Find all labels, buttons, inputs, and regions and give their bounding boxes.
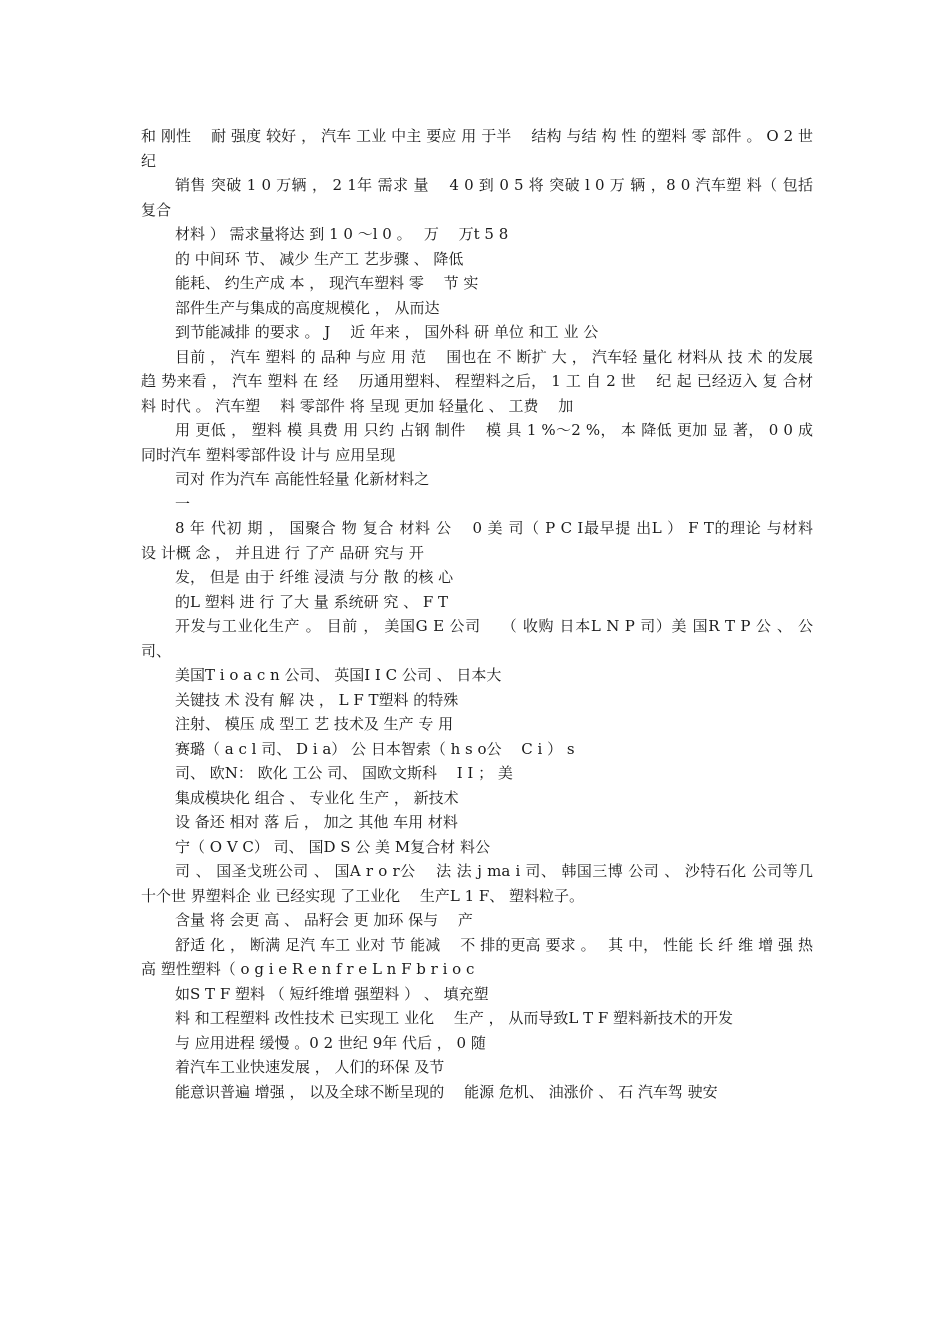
paragraph: 和 刚性 耐 强度 较好 ， 汽车 工业 中主 要应 用 于半 结构 与结 构 性 的塑料 零 部件 。 O 2 世纪 (141, 127, 813, 170)
paragraph: 注射、 模压 成 型工 艺 技术及 生产 专 用 (175, 715, 454, 733)
paragraph: 8 年 代初 期 ， 国聚合 物 复合 材料 公 0 美 司（ P C I最早提 出L ） F T的理论 与材料 设 计概 念 ， 并且进 行 了产 品研 究与 开 (141, 519, 833, 562)
paragraph: 的 中间环 节、 减少 生产工 艺步骤 、 降低 (175, 249, 464, 268)
paragraph: 宁（ O V C） 司、 国D S 公 美 M复合材 料公 (175, 837, 490, 856)
paragraph: 发， 但是 由于 纤维 浸渍 与分 散 的核 心 (175, 568, 454, 586)
paragraph: 销售 突破 1 0 万辆 ， 2 1年 需求 量 4 0 到 0 5 将 突破 l 0 万 辆 ，8 0 汽车塑 料（ 包括 复合 (141, 176, 818, 219)
paragraph: 设 备还 相对 落 后 ， 加之 其他 车用 材料 (175, 813, 458, 831)
paragraph: 目前 ， 汽车 塑料 的 品种 与应 用 范 围也在 不 断扩 大 ， 汽车轻 量化 材料从 技 术 的发展趋 势来看 ， 汽车 塑料 在 经 历通用塑料、 程塑料之后， 1 工 自 2 世 纪 起 已经迈入 复 合材 料 时代 。 汽车塑 料 零部件 将 呈现 更加 轻量化 、 工费 加 (141, 347, 818, 415)
paragraph: 的L 塑料 进 行 了大 量 系统研 究 、 F T (175, 592, 449, 611)
paragraph: 集成模块化 组合 、 专业化 生产 ， 新技术 (175, 788, 459, 807)
paragraph: 能意识普遍 增强 ， 以及全球不断呈现的 能源 危机、 油涨价 、 石 汽车驾 驶安 (175, 1082, 718, 1101)
document-body (141, 124, 833, 1104)
paragraph: 含量 将 会更 高 、 品籽会 更 加环 保与 产 (175, 911, 473, 929)
paragraph: 司、 欧N： 欧化 工公 司、 国欧文斯科 I I ； 美 (175, 764, 513, 782)
paragraph: 司对 作为汽车 高能性轻量 化新材料之 (175, 470, 430, 488)
paragraph: 舒适 化 ， 断满 足汽 车工 业对 节 能减 不 排的更高 要求 。 其 中， 性能 长 纤 维 增 强 热 高 塑性塑料（ o g i e R e n f r e L n F b r i o c (141, 935, 833, 978)
paragraph: 材料 ） 需求量将达 到 1 0 ～l 0 。 万 万t 5 8 (175, 225, 509, 243)
paragraph: 着汽车工业快速发展 ， 人们的环保 及节 (175, 1058, 445, 1076)
paragraph: 一 (175, 494, 191, 513)
paragraph: 到节能减排 的要求 。 J 近 年来 ， 国外科 研 单位 和工 业 公 (175, 323, 599, 341)
paragraph: 料 和工程塑料 改性技术 已实现工 业化 生产 ， 从而导致L T F 塑料新技术的开发 (175, 1009, 734, 1027)
paragraph: 能耗、 约生产成 本 ， 现汽车塑料 零 节 实 (175, 274, 479, 292)
paragraph: 开发与工业化生产 。 目前 ， 美国G E 公司 （ 收购 日本L N P 司）美 国R T P 公 、 公司、 (141, 617, 813, 660)
paragraph: 美国T i o a c n 公司、 英国I I C 公司 、 日本大 (175, 666, 502, 684)
paragraph: 赛璐（ a c l 司、 D i a） 公 日本智索（ h s o公 C i ） s (175, 739, 575, 758)
paragraph: 与 应用进程 缓慢 。0 2 世纪 9年 代后 ， 0 随 (175, 1033, 486, 1052)
paragraph: 部件生产与集成的高度规模化 ， 从而达 (175, 298, 440, 317)
paragraph: 关键技 术 没有 解 决 ， L F T塑料 的特殊 (175, 690, 459, 709)
paragraph: 用 更低 ， 塑料 模 具费 用 只约 占钢 制件 模 具 1 %～2 %， 本 降低 更加 显 著， 0 0 成 同时汽车 塑料零部件设 计与 应用呈现 (141, 421, 833, 464)
paragraph: 司 、 国圣戈班公司 、 国A r o r公 法 法 j ma i 司、 韩国三博 公司 、 沙特石化 公司等几 十个世 界塑料企 业 已经实现 了工业化 生产L 1 F、 塑料粒子。 (141, 862, 833, 905)
paragraph: 如S T F 塑料 （ 短纤维增 强塑料 ） 、 填充塑 (175, 984, 489, 1003)
